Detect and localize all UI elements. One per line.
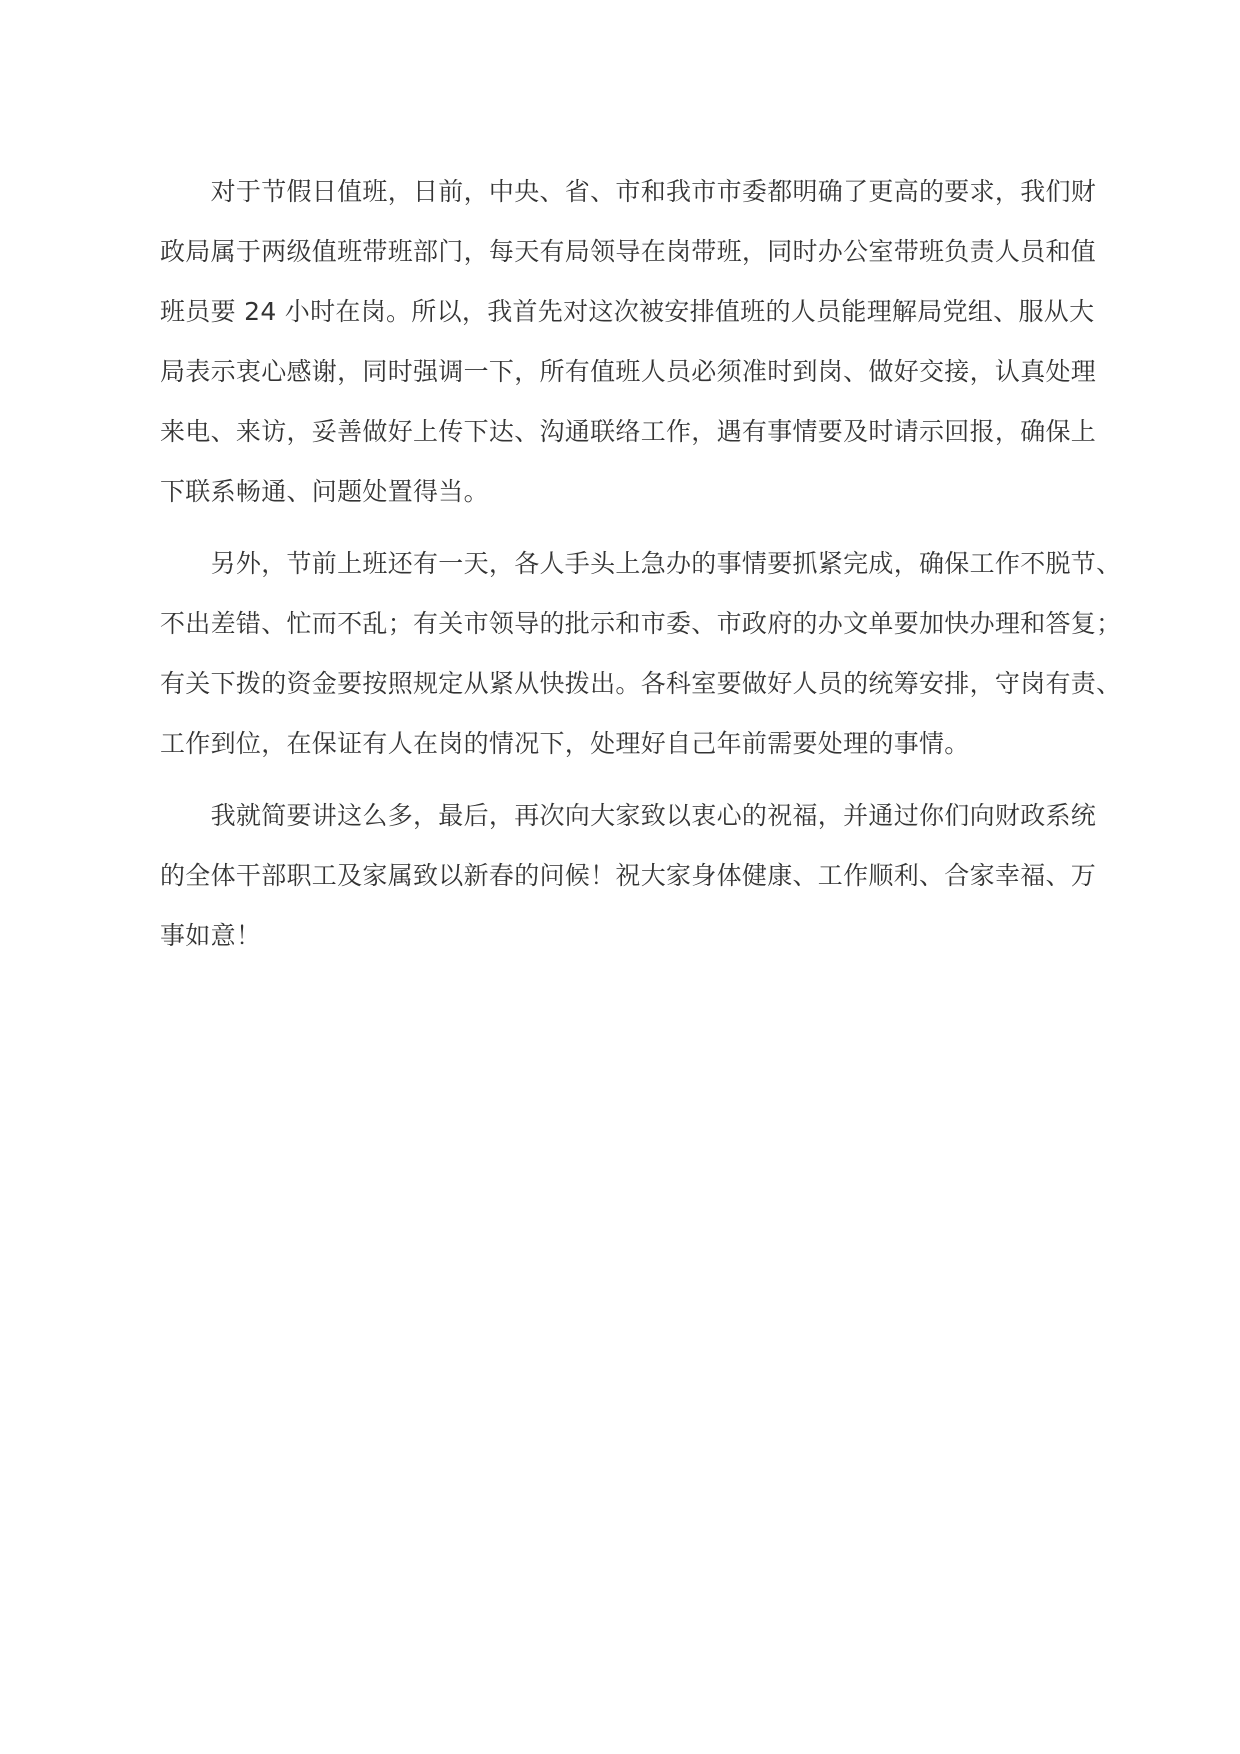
text-line: 对于节假日值班，日前，中央、省、市和我市市委都明确了更高的要求，我们财 bbox=[160, 177, 1097, 206]
text-line: 有关下拨的资金要按照规定从紧从快拨出。各科室要做好人员的统筹安排，守岗有责、 bbox=[160, 669, 1122, 698]
paragraph-pre-holiday-work bbox=[160, 544, 1120, 764]
text-line: 局表示衷心感谢，同时强调一下，所有值班人员必须准时到岗、做好交接，认真处理 bbox=[160, 357, 1097, 386]
text-line: 工作到位，在保证有人在岗的情况下，处理好自己年前需要处理的事情。 bbox=[160, 729, 970, 758]
text-line: 我就简要讲这么多，最后，再次向大家致以衷心的祝福，并通过你们向财政系统 bbox=[160, 801, 1097, 830]
document-body bbox=[160, 172, 1120, 988]
paragraph-closing-wishes bbox=[160, 796, 1120, 956]
text-line: 来电、来访，妥善做好上传下达、沟通联络工作，遇有事情要及时请示回报，确保上 bbox=[160, 417, 1097, 446]
text-line: 的全体干部职工及家属致以新春的问候！祝大家身体健康、工作顺利、合家幸福、万 bbox=[160, 861, 1097, 890]
paragraph-duty-arrangements bbox=[160, 172, 1120, 512]
text-line: 政局属于两级值班带班部门，每天有局领导在岗带班，同时办公室带班负责人员和值 bbox=[160, 237, 1097, 266]
text-line: 班员要 24 小时在岗。所以，我首先对这次被安排值班的人员能理解局党组、服从大 bbox=[160, 297, 1095, 326]
text-line: 不出差错、忙而不乱；有关市领导的批示和市委、市政府的办文单要加快办理和答复； bbox=[160, 609, 1122, 638]
text-line: 事如意！ bbox=[160, 921, 262, 950]
text-line: 另外，节前上班还有一天，各人手头上急办的事情要抓紧完成，确保工作不脱节、 bbox=[160, 549, 1122, 578]
text-line: 下联系畅通、问题处置得当。 bbox=[160, 477, 489, 506]
